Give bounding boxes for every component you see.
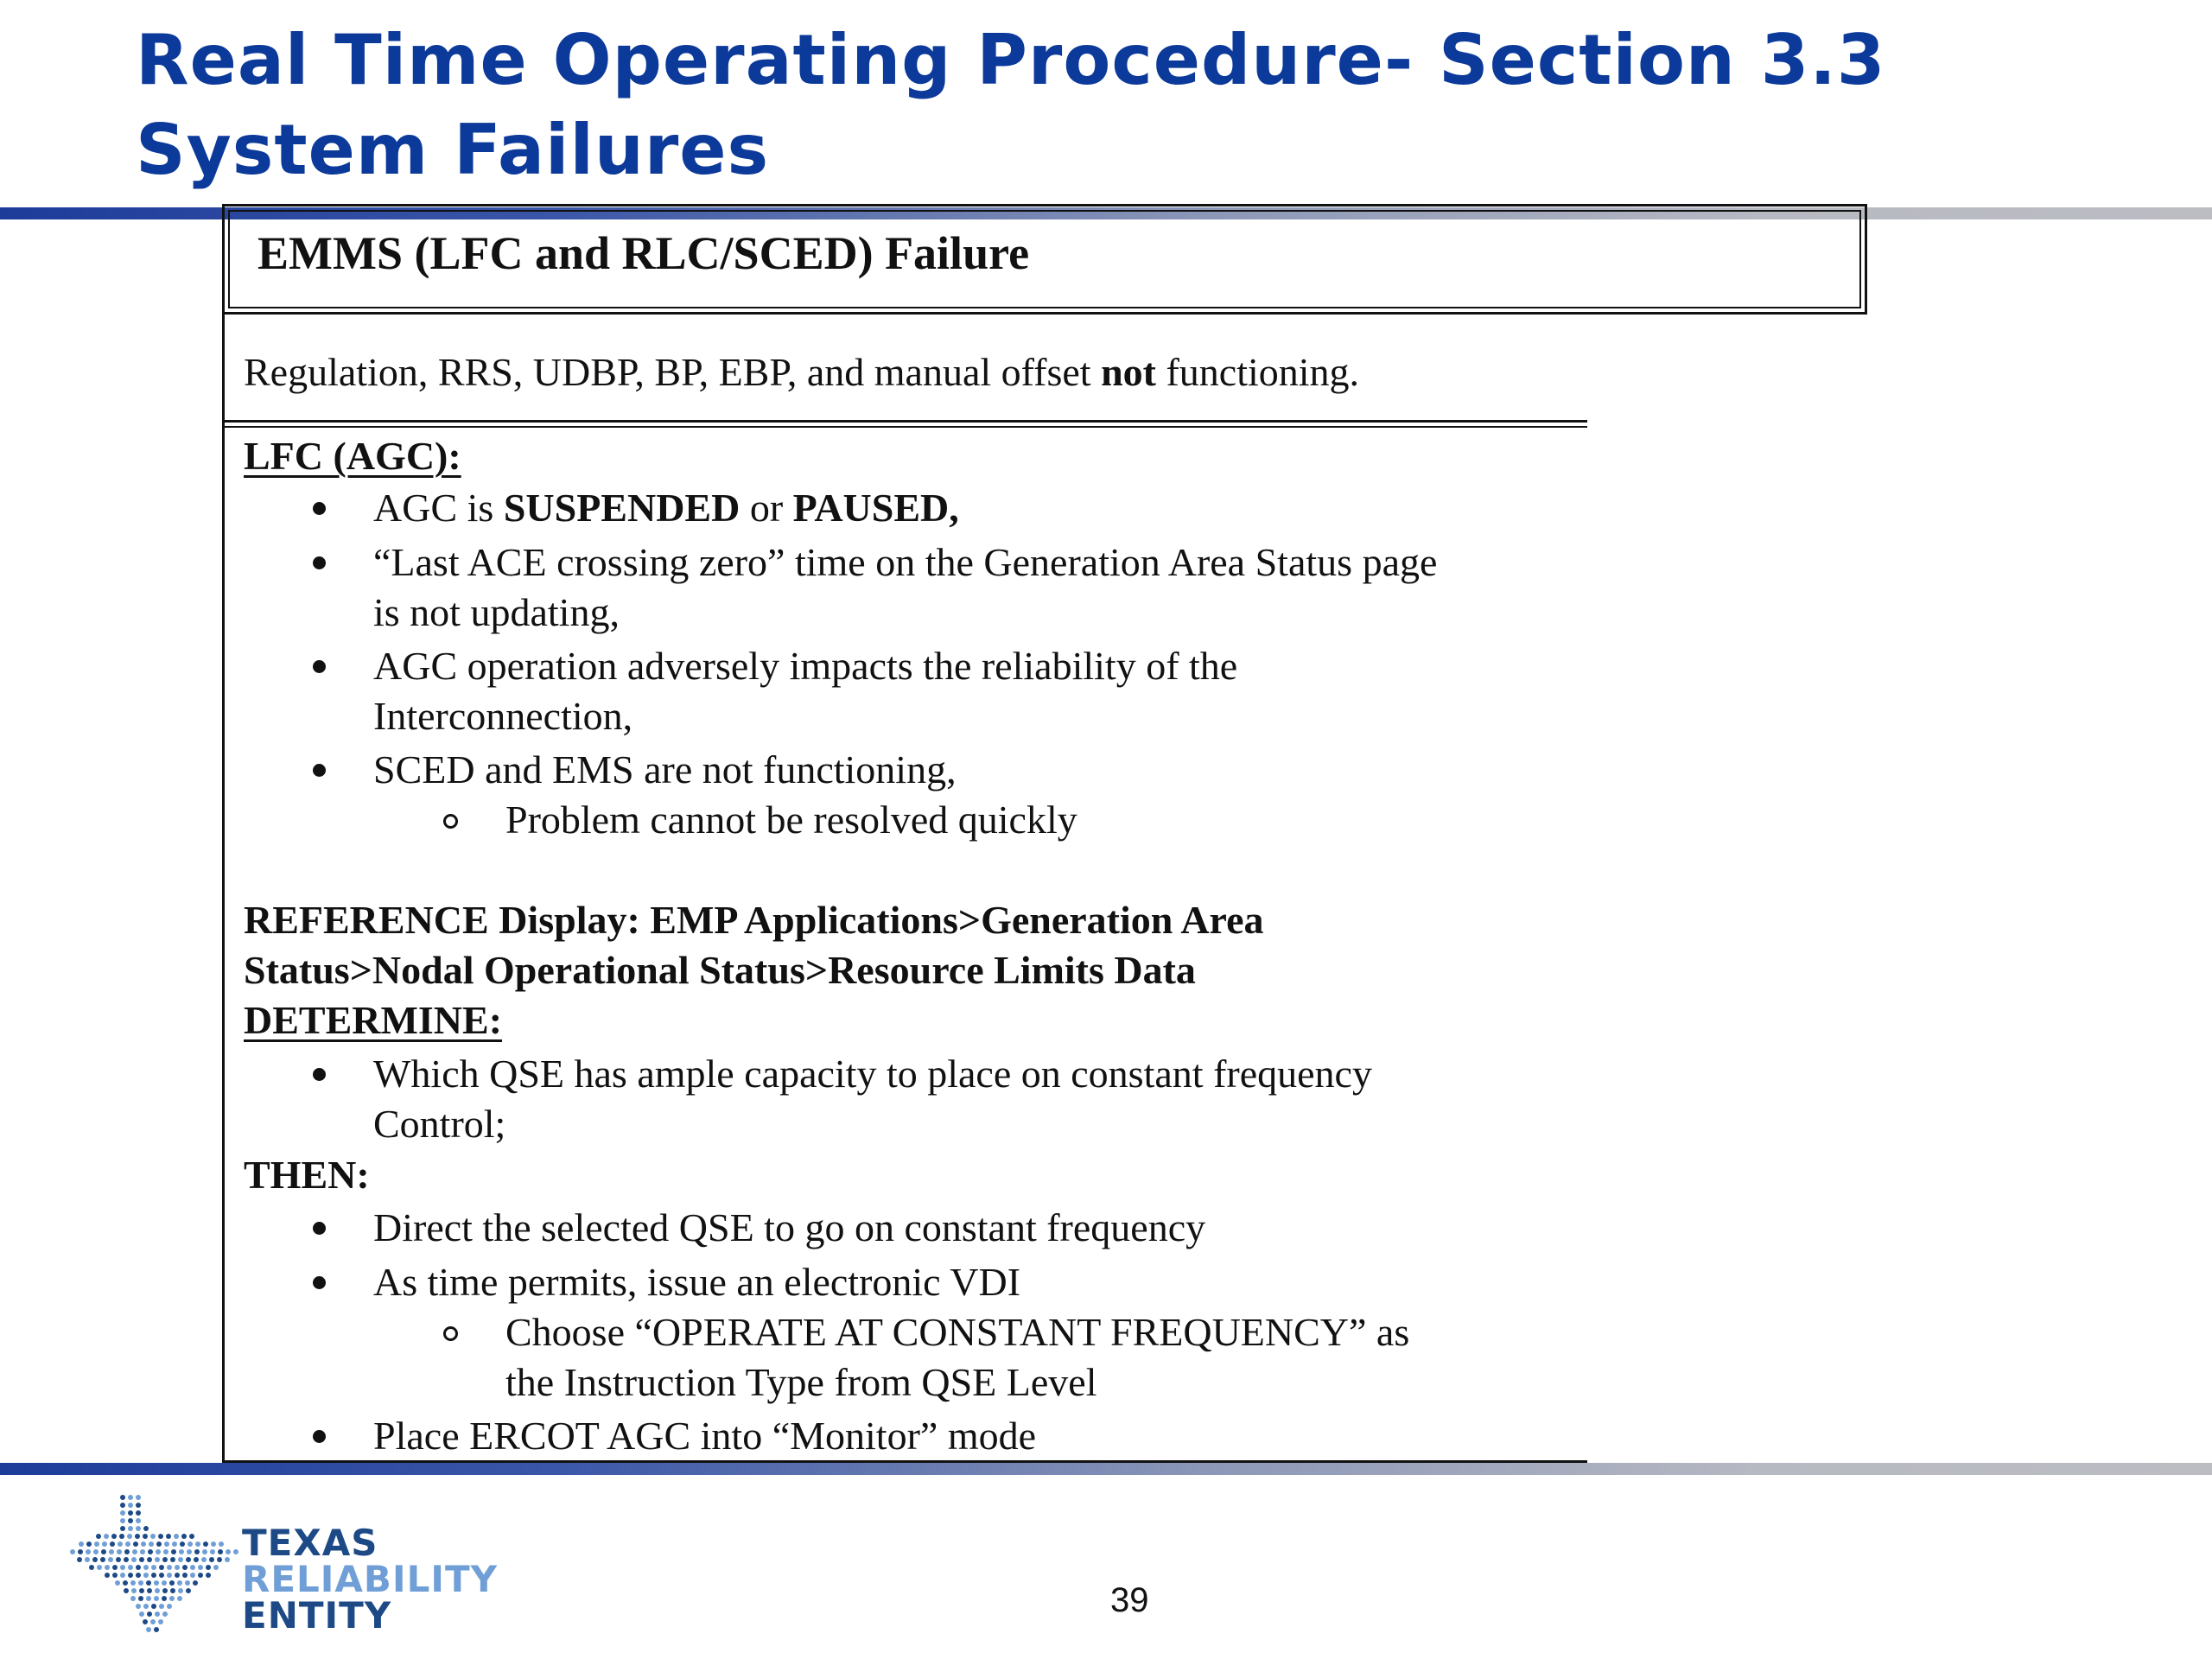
then-bullet-2: As time permits, issue an electronic VDI	[373, 1260, 1021, 1304]
lfc-bullet-2-line-2: is not updating,	[373, 590, 620, 634]
reference-line-2: Status>Nodal Operational Status>Resource Limits Data	[244, 948, 1196, 992]
intro-line	[244, 347, 1359, 397]
lfc-bullet-2-line-1: “Last ACE crossing zero” time on the Generation Area Status page	[373, 540, 1438, 584]
determine-heading: DETERMINE:	[244, 998, 503, 1042]
then-bullet-3: Place ERCOT AGC into “Monitor” mode	[373, 1414, 1037, 1458]
lfc-bullet-3-line-2: Interconnection,	[373, 694, 633, 738]
intro-text-before: Regulation, RRS, UDBP, BP, EBP, and manual offset	[244, 350, 1102, 394]
section-divider-bottom	[222, 426, 1587, 428]
intro-text-after: functioning.	[1155, 350, 1360, 394]
bullet-dot	[313, 764, 326, 777]
lfc-bullet-1-bold-a: SUSPENDED	[503, 486, 741, 530]
slide-title	[136, 16, 1885, 195]
slide-title-line-1: Real Time Operating Procedure- Section 3.3	[136, 20, 1886, 100]
lfc-bullet-1	[373, 483, 959, 533]
then-sub-bullet-1-line-1: Choose “OPERATE AT CONSTANT FREQUENCY” as	[505, 1310, 1410, 1354]
texas-reliability-entity-logo	[69, 1491, 501, 1646]
determine-bullet-1-line-2: Control;	[373, 1102, 506, 1146]
page-number: 39	[1110, 1581, 1149, 1619]
then-sub-bullet-1-line-2: the Instruction Type from QSE Level	[505, 1360, 1097, 1404]
bullet-dot	[313, 556, 326, 569]
sub-bullet-circle	[443, 814, 458, 829]
bullet-dot	[313, 1222, 326, 1235]
then-heading: THEN:	[244, 1153, 370, 1197]
logo-line-2: RELIABILITY	[242, 1558, 499, 1600]
then-bullet-1: Direct the selected QSE to go on constant frequency	[373, 1205, 1206, 1249]
bullet-dot	[313, 660, 326, 673]
document-left-border	[222, 204, 225, 1464]
determine-bullet-1-line-1: Which QSE has ample capacity to place on constant frequency	[373, 1052, 1372, 1096]
document-header-box	[222, 204, 1867, 315]
lfc-bullet-1-bold-b: PAUSED,	[792, 486, 959, 530]
lfc-heading: LFC (AGC):	[244, 434, 461, 478]
lfc-bullet-1-text-b: or	[740, 486, 793, 530]
bottom-divider-bar	[0, 1463, 2212, 1475]
texas-map-icon	[69, 1491, 242, 1646]
bullet-dot	[313, 1276, 326, 1289]
bullet-dot	[313, 1068, 326, 1081]
slide-title-line-2: System Failures	[136, 110, 770, 190]
lfc-bullet-3-line-1: AGC operation adversely impacts the reliability of the	[373, 644, 1238, 688]
lfc-bullet-1-text-a: AGC is	[373, 486, 504, 530]
reference-line-1: REFERENCE Display: EMP Applications>Generation Area	[244, 898, 1264, 942]
lfc-bullet-4: SCED and EMS are not functioning,	[373, 747, 957, 791]
logo-line-1: TEXAS	[242, 1522, 378, 1564]
sub-bullet-circle	[443, 1326, 458, 1341]
intro-text-bold: not	[1101, 350, 1156, 394]
bullet-dot	[313, 1430, 326, 1443]
section-divider-top	[222, 420, 1587, 423]
logo-line-3: ENTITY	[242, 1594, 392, 1637]
lfc-sub-bullet-1: Problem cannot be resolved quickly	[505, 798, 1077, 842]
document-header-text: EMMS (LFC and RLC/SCED) Failure	[257, 227, 1030, 279]
bullet-dot	[313, 502, 326, 515]
